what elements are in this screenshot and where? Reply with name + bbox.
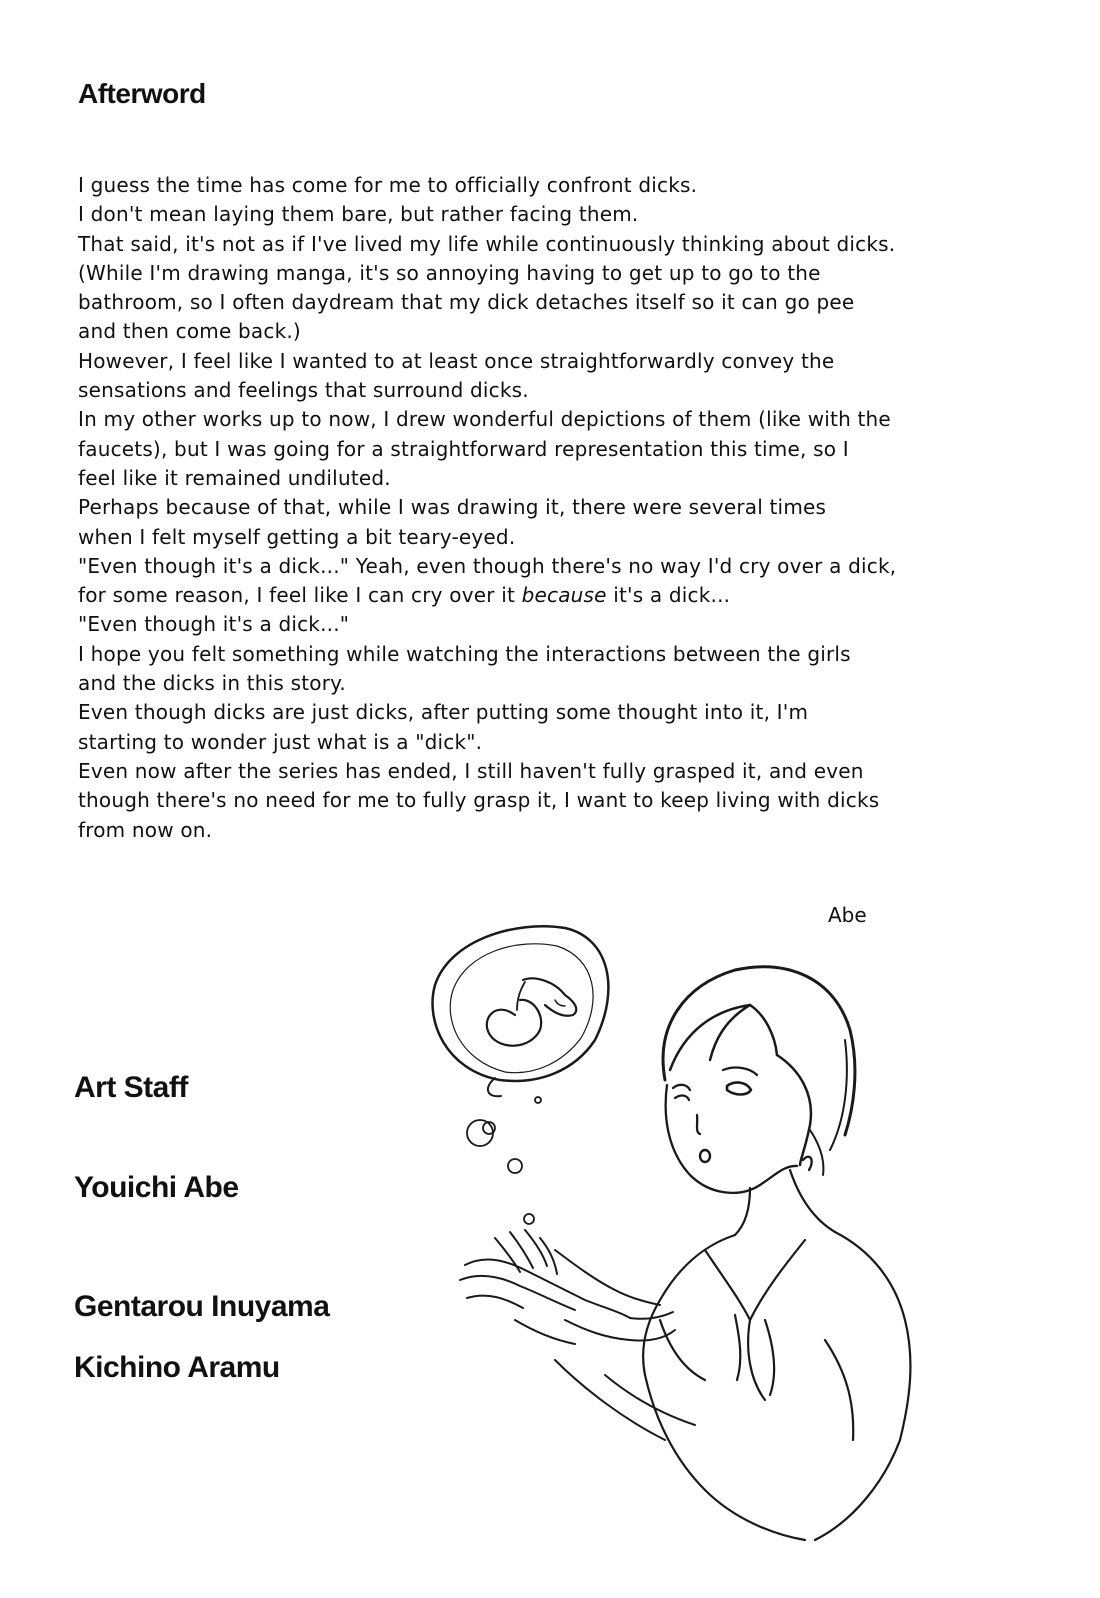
body-line: faucets), but I was going for a straightforward representation this time, so I: [78, 436, 849, 461]
body-line: sensations and feelings that surround dicks.: [78, 378, 529, 403]
body-line: In my other works up to now, I drew wonderful depictions of them (like with the: [78, 407, 891, 432]
body-line: (While I'm drawing manga, it's so annoying having to get up to go to the: [78, 260, 821, 285]
body-line: Perhaps because of that, while I was drawing it, there were several times: [78, 495, 827, 520]
body-line: "Even though it's a dick..." Yeah, even though there's no way I'd cry over a dick,: [78, 553, 897, 578]
art-staff-heading: Art Staff: [74, 1071, 188, 1104]
body-line: However, I feel like I wanted to at least once straightforwardly convey the: [78, 348, 835, 373]
thought-bubble-icon: [433, 926, 609, 1096]
girl-hair-icon: [663, 967, 855, 1175]
body-line: when I felt myself getting a bit teary-eyed.: [78, 524, 516, 549]
girl-uniform-icon: [643, 1170, 910, 1540]
emphasis-word: because: [521, 583, 607, 608]
girl-face-icon: [666, 1068, 812, 1193]
staff-name: Kichino Aramu: [74, 1351, 280, 1384]
body-line: though there's no need for me to fully grasp it, I want to keep living with dicks: [78, 788, 880, 813]
body-line: That said, it's not as if I've lived my life while continuously thinking about dicks.: [78, 231, 896, 256]
afterword-title: Afterword: [78, 78, 206, 109]
emphasis-before: for some reason, I feel like I can cry over it: [78, 583, 522, 608]
body-line: I don't mean laying them bare, but rather facing them.: [78, 202, 639, 227]
body-line: feel like it remained undiluted.: [78, 465, 391, 490]
author-signature: Abe: [828, 903, 867, 927]
afterword-body: [78, 171, 1038, 845]
body-line: and the dicks in this story.: [78, 671, 346, 696]
body-line: I hope you felt something while watching the interactions between the girls: [78, 641, 851, 666]
girl-hands-icon: [460, 1230, 695, 1440]
emphasis-after: it's a dick...: [606, 583, 731, 608]
bubble-trail-icon: [467, 1097, 541, 1224]
staff-name: Gentarou Inuyama: [74, 1290, 330, 1323]
staff-name: Youichi Abe: [74, 1171, 239, 1204]
body-line: and then come back.): [78, 319, 301, 344]
body-line: I guess the time has come for me to officially confront dicks.: [78, 173, 698, 197]
body-line: from now on.: [78, 817, 213, 842]
body-line: Even now after the series has ended, I still haven't fully grasped it, and even: [78, 758, 864, 783]
girl-thinking-illustration: [405, 920, 1005, 1560]
body-line: bathroom, so I often daydream that my dick detaches itself so it can go pee: [78, 290, 855, 315]
body-line-emphasis: [78, 581, 1038, 610]
body-line: Even though dicks are just dicks, after putting some thought into it, I'm: [78, 700, 809, 725]
body-line: starting to wonder just what is a "dick".: [78, 729, 483, 754]
body-line: "Even though it's a dick...": [78, 612, 350, 637]
